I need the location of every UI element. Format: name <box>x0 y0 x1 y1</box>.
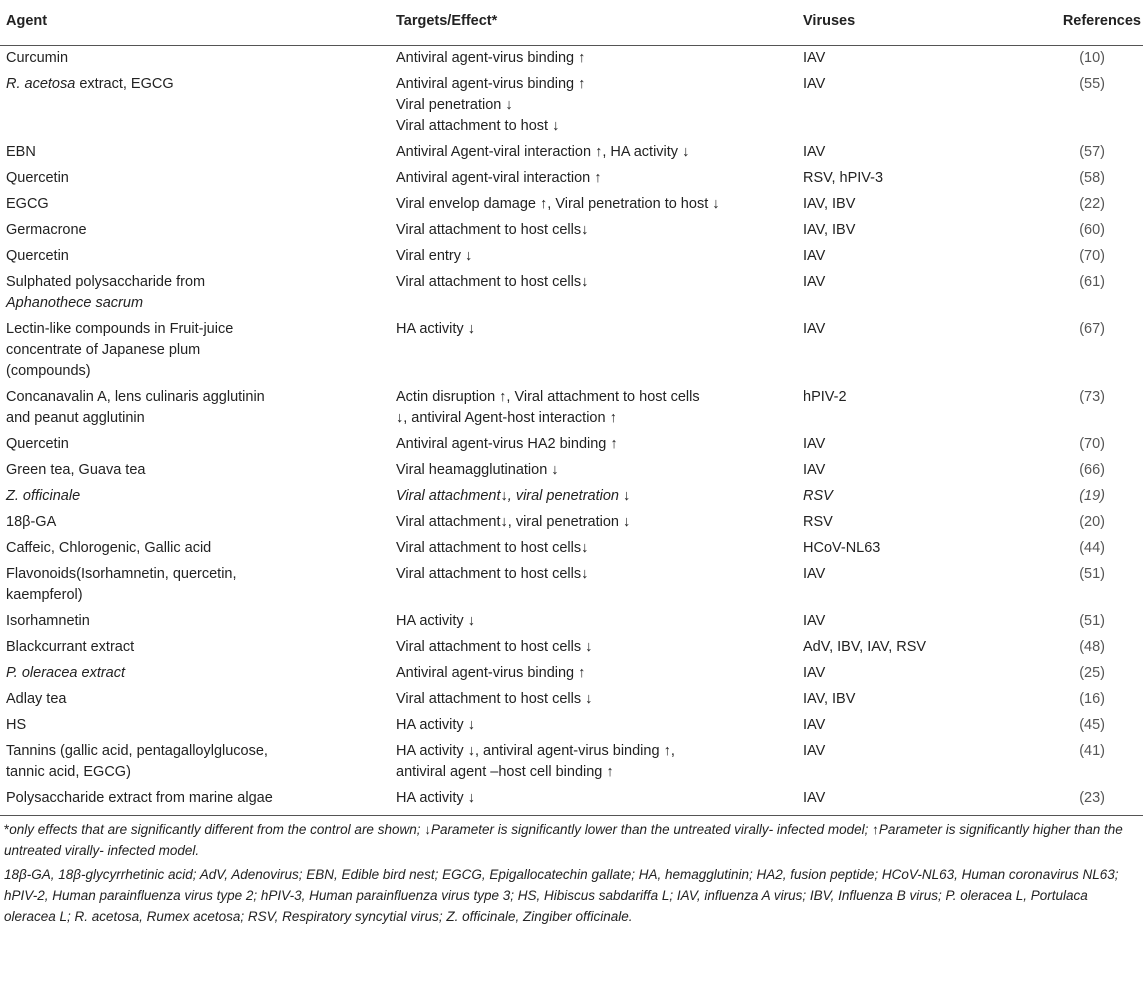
effect-cell: HA activity ↓ <box>396 613 475 629</box>
agent-cell: Quercetin <box>6 436 69 452</box>
agent-cell: Concanavalin A, lens culinaris agglutinin and peanut agglutinin <box>6 389 265 426</box>
virus-cell: IAV <box>803 743 826 759</box>
table-row <box>0 458 1143 484</box>
agent-cell: HS <box>6 717 27 733</box>
agent-cell: Z. officinale <box>6 488 81 504</box>
virus-cell: IAV <box>803 613 826 629</box>
virus-cell: IAV <box>803 436 826 452</box>
effect-cell: Viral attachment to host cells↓ <box>396 222 589 238</box>
effect-cell: Actin disruption ↑, Viral attachment to host cells ↓, antiviral Agent-host interaction ↑ <box>396 389 700 426</box>
effect-cell: Viral heamagglutination ↓ <box>396 462 559 478</box>
table-row <box>0 713 1143 739</box>
table-row <box>0 510 1143 536</box>
reference-cell: (73) <box>1079 389 1105 405</box>
reference-cell: (48) <box>1079 639 1105 655</box>
reference-cell: (19) <box>1079 488 1105 504</box>
agent-cell: Germacrone <box>6 222 87 238</box>
agent-cell: Green tea, Guava tea <box>6 462 146 478</box>
virus-cell: RSV <box>803 488 833 504</box>
agent-cell: Flavonoids(Isorhamnetin, quercetin, kaempferol) <box>6 566 237 603</box>
table-row <box>0 72 1143 140</box>
table-footnotes <box>0 815 1143 927</box>
header-targets-effect: Targets/Effect* <box>396 0 803 46</box>
reference-cell: (61) <box>1079 274 1105 290</box>
effect-cell: Viral envelop damage ↑, Viral penetration to host ↓ <box>396 196 720 212</box>
table-header <box>0 0 1143 46</box>
reference-cell: (66) <box>1079 462 1105 478</box>
effect-cell: HA activity ↓ <box>396 790 475 806</box>
reference-cell: (16) <box>1079 691 1105 707</box>
table-body <box>0 46 1143 816</box>
header-row <box>0 0 1143 46</box>
agent-cell <box>0 270 396 317</box>
effect-line: Viral attachment to host ↓ <box>396 118 560 134</box>
virus-cell: IAV <box>803 665 826 681</box>
reference-cell: (20) <box>1079 514 1105 530</box>
footnote-mark: * <box>4 822 10 837</box>
effect-cell: Antiviral agent-viral interaction ↑ <box>396 170 602 186</box>
table-row <box>0 739 1143 786</box>
virus-cell: IAV, IBV <box>803 691 856 707</box>
agent-cell: P. oleracea extract <box>6 665 126 681</box>
virus-cell: RSV <box>803 514 833 530</box>
agent-cell: EBN <box>6 144 36 160</box>
virus-cell: AdV, IBV, IAV, RSV <box>803 639 927 655</box>
virus-cell: IAV <box>803 248 826 264</box>
agent-cell: Curcumin <box>6 50 69 66</box>
reference-cell: (45) <box>1079 717 1105 733</box>
reference-cell: (51) <box>1079 613 1105 629</box>
effect-cell: HA activity ↓ <box>396 321 475 337</box>
header-agent: Agent <box>0 0 396 46</box>
virus-cell: IAV, IBV <box>803 222 856 238</box>
virus-cell: HCoV-NL63 <box>803 540 881 556</box>
header-viruses: Viruses <box>803 0 1028 46</box>
agent-cell: Quercetin <box>6 170 69 186</box>
table-row <box>0 140 1143 166</box>
agent-cell: Isorhamnetin <box>6 613 90 629</box>
reference-cell: (67) <box>1079 321 1105 337</box>
table-row <box>0 786 1143 815</box>
abbreviations-footnote: 18β-GA, 18β-glycyrrhetinic acid; AdV, Adenovirus; EBN, Edible bird nest; EGCG, Epigallocatechin gallate; HA, hemagglutinin; HA2, fusion peptide; HCoV-NL63, Human coronavirus NL63; hPIV-2, Human parainfluenza virus type 2; hPIV-3, Human parainfluenza virus type 3; HS, Hibiscus sabdariffa L; IAV, influenza A virus; IBV, Influenza B virus; P. oleracea L, Portulaca oleracea L; R. acetosa, Rumex acetosa; RSV, Respiratory syncytial virus; Z. officinale, Zingiber officinale. <box>4 867 1119 924</box>
reference-cell: (70) <box>1079 436 1105 452</box>
agent-cell: Polysaccharide extract from marine algae <box>6 790 273 806</box>
effect-cell <box>396 72 803 140</box>
effect-cell: Viral entry ↓ <box>396 248 473 264</box>
effect-cell: Viral attachment to host cells ↓ <box>396 639 593 655</box>
effect-cell: Viral attachment↓, viral penetration ↓ <box>396 514 631 530</box>
agent-cell: Blackcurrant extract <box>6 639 135 655</box>
agent-text: Sulphated polysaccharide from <box>6 274 206 290</box>
table-row <box>0 166 1143 192</box>
virus-cell: IAV <box>803 144 826 160</box>
reference-cell: (58) <box>1079 170 1105 186</box>
agent-cell: EGCG <box>6 196 49 212</box>
virus-cell: IAV <box>803 566 826 582</box>
virus-cell: IAV, IBV <box>803 196 856 212</box>
header-references: References <box>1028 0 1143 46</box>
agent-species-name: R. acetosa <box>6 76 76 92</box>
table-row <box>0 385 1143 432</box>
effect-cell: HA activity ↓ <box>396 717 475 733</box>
virus-cell: IAV <box>803 717 826 733</box>
agent-species-name: Aphanothece sacrum <box>6 295 144 311</box>
table-row <box>0 484 1143 510</box>
table-row <box>0 687 1143 713</box>
effect-line: Viral penetration ↓ <box>396 97 513 113</box>
agent-cell: Tannins (gallic acid, pentagalloylglucose, tannic acid, EGCG) <box>6 743 268 780</box>
effect-cell: Viral attachment to host cells↓ <box>396 540 589 556</box>
reference-cell: (25) <box>1079 665 1105 681</box>
virus-cell: IAV <box>803 462 826 478</box>
agent-cell: Quercetin <box>6 248 69 264</box>
reference-cell: (22) <box>1079 196 1105 212</box>
effect-cell: Viral attachment to host cells↓ <box>396 274 589 290</box>
virus-cell: IAV <box>803 274 826 290</box>
virus-cell: hPIV-2 <box>803 389 847 405</box>
table-row <box>0 317 1143 385</box>
effect-cell: Viral attachment to host cells↓ <box>396 566 589 582</box>
effect-cell: Antiviral agent-virus binding ↑ <box>396 665 586 681</box>
agent-cell: Adlay tea <box>6 691 67 707</box>
agent-cell <box>0 72 396 140</box>
reference-cell: (55) <box>1079 76 1105 92</box>
virus-cell: IAV <box>803 76 826 92</box>
footnote-text: only effects that are significantly different from the control are shown; ↓Parameter is significantly lower than the untreated virally- infected model; ↑Parameter is significantly higher than the untreated virally- infected model. <box>4 822 1123 858</box>
table-row <box>0 270 1143 317</box>
reference-cell: (23) <box>1079 790 1105 806</box>
table-row <box>0 562 1143 609</box>
reference-cell: (57) <box>1079 144 1105 160</box>
virus-cell: IAV <box>803 50 826 66</box>
effect-cell: Antiviral agent-virus HA2 binding ↑ <box>396 436 618 452</box>
agent-cell: Lectin-like compounds in Fruit-juice concentrate of Japanese plum (compounds) <box>6 321 234 379</box>
effect-line: Antiviral agent-virus binding ↑ <box>396 76 586 92</box>
reference-cell: (44) <box>1079 540 1105 556</box>
reference-cell: (60) <box>1079 222 1105 238</box>
table-row <box>0 609 1143 635</box>
agent-cell: 18β-GA <box>6 514 57 530</box>
table-row <box>0 661 1143 687</box>
table-row <box>0 218 1143 244</box>
table-row <box>0 536 1143 562</box>
reference-cell: (51) <box>1079 566 1105 582</box>
significance-footnote <box>4 819 1139 861</box>
reference-cell: (10) <box>1079 50 1105 66</box>
table-row <box>0 244 1143 270</box>
table-row <box>0 192 1143 218</box>
agent-cell: Caffeic, Chlorogenic, Gallic acid <box>6 540 212 556</box>
virus-cell: RSV, hPIV-3 <box>803 170 884 186</box>
effect-cell: Viral attachment↓, viral penetration ↓ <box>396 488 631 504</box>
effect-cell: Antiviral agent-virus binding ↑ <box>396 50 586 66</box>
reference-cell: (70) <box>1079 248 1105 264</box>
effect-cell: Viral attachment to host cells ↓ <box>396 691 593 707</box>
effect-cell: Antiviral Agent-viral interaction ↑, HA activity ↓ <box>396 144 690 160</box>
reference-cell: (41) <box>1079 743 1105 759</box>
virus-cell: IAV <box>803 321 826 337</box>
table-row <box>0 432 1143 458</box>
agent-text: extract, EGCG <box>75 76 174 92</box>
virus-cell: IAV <box>803 790 826 806</box>
effect-cell: HA activity ↓, antiviral agent-virus binding ↑, antiviral agent –host cell binding ↑ <box>396 743 675 780</box>
table-row <box>0 46 1143 73</box>
table-row <box>0 635 1143 661</box>
